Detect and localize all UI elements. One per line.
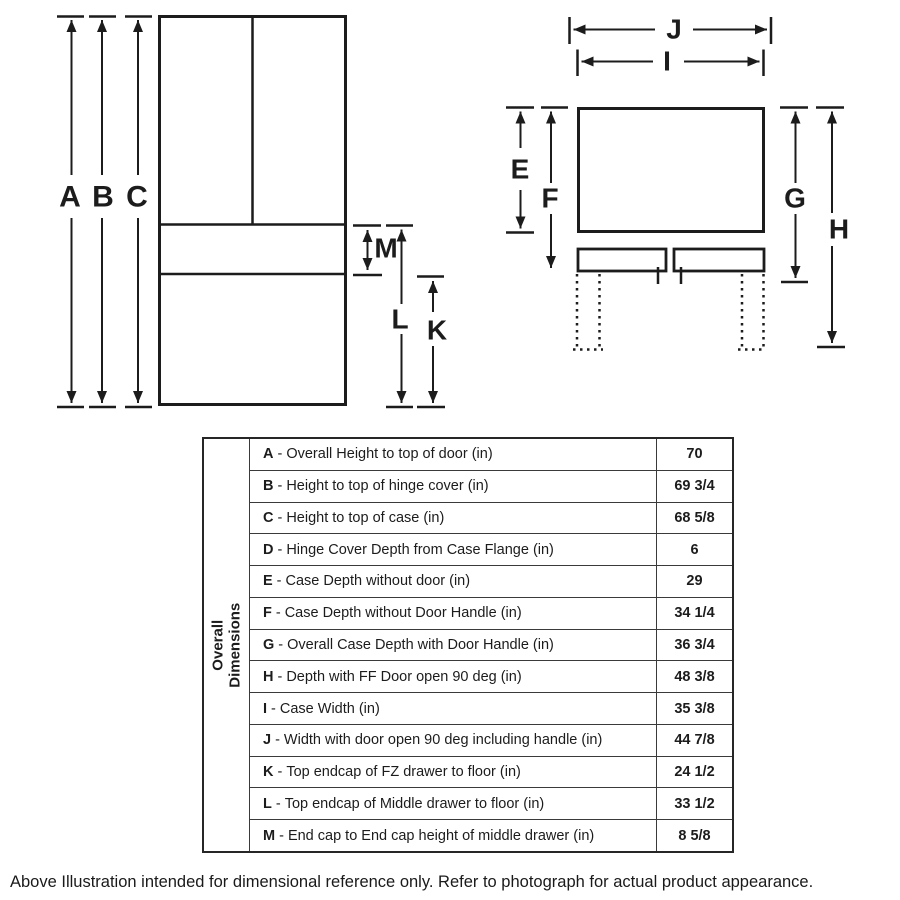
row-key: E [263, 573, 273, 590]
table-group-header-text [209, 602, 244, 687]
table-row [250, 597, 732, 629]
row-description: Top endcap of FZ drawer to floor (in) [286, 764, 521, 781]
row-separator: - [276, 573, 282, 590]
header-line-2: Dimensions [226, 602, 244, 688]
row-key: M [263, 827, 276, 844]
row-description: Case Depth without door (in) [285, 573, 471, 590]
row-separator: - [275, 732, 280, 749]
table-row [250, 502, 732, 534]
table-row [250, 819, 732, 851]
dim-label-j: J [666, 13, 682, 45]
row-value: 6 [656, 534, 732, 565]
row-key: I [263, 700, 268, 717]
row-separator: - [277, 509, 283, 526]
row-description: Overall Height to top of door (in) [286, 446, 493, 463]
row-key: A [263, 446, 274, 463]
row-description: Case Depth without Door Handle (in) [284, 605, 522, 622]
dim-label-g: G [784, 182, 806, 214]
row-separator: - [277, 541, 283, 558]
table-row [250, 724, 732, 756]
row-value: 29 [656, 566, 732, 597]
row-description: Height to top of case (in) [286, 509, 445, 526]
row-separator: - [277, 668, 283, 685]
row-key: B [263, 478, 274, 495]
row-separator: - [277, 478, 283, 495]
dim-label-i: I [663, 45, 671, 77]
row-key: K [263, 764, 274, 781]
row-key: G [263, 636, 275, 653]
row-description: End cap to End cap height of middle drawer (in) [287, 827, 595, 844]
table-row [250, 533, 732, 565]
open-door-dotted-outline [573, 274, 766, 350]
table-row [250, 660, 732, 692]
disclaimer-note: Above Illustration intended for dimensional reference only. Refer to photograph for actual product appearance. [10, 873, 814, 891]
dim-label-c: C [126, 180, 148, 214]
row-description: Width with door open 90 deg including handle (in) [283, 732, 603, 749]
row-separator: - [275, 795, 281, 812]
dim-label-l: L [391, 303, 409, 335]
row-separator: - [279, 827, 284, 844]
row-value: 35 3/8 [656, 693, 732, 724]
row-value: 48 3/8 [656, 661, 732, 692]
row-value: 33 1/2 [656, 788, 732, 819]
row-description: Overall Case Depth with Door Handle (in) [287, 636, 554, 653]
row-key: H [263, 668, 274, 685]
dim-label-h: H [828, 213, 850, 245]
dim-label-e: E [510, 153, 530, 185]
row-value: 68 5/8 [656, 503, 732, 534]
dim-label-b: B [92, 180, 114, 214]
row-separator: - [277, 446, 283, 463]
table-group-header [204, 439, 250, 851]
row-key: C [263, 509, 274, 526]
row-value: 70 [656, 439, 732, 470]
row-value: 44 7/8 [656, 725, 732, 756]
row-key: L [263, 795, 272, 812]
row-separator: - [277, 764, 283, 781]
table-row [250, 787, 732, 819]
side-view [506, 14, 849, 350]
row-value: 69 3/4 [656, 471, 732, 502]
row-description: Hinge Cover Depth from Case Flange (in) [286, 541, 554, 558]
row-value: 8 5/8 [656, 820, 732, 851]
row-description: Case Width (in) [279, 700, 380, 717]
dim-label-f: F [541, 182, 559, 214]
dimension-diagram [0, 0, 900, 435]
table-rows [250, 439, 732, 851]
door-panel-left [578, 249, 666, 271]
dimension-diagram-svg [0, 0, 900, 435]
row-value: 36 3/4 [656, 630, 732, 661]
header-line-1: Overall [209, 619, 227, 671]
dim-label-m: M [374, 232, 398, 264]
table-row [250, 629, 732, 661]
dim-label-a: A [59, 180, 81, 214]
row-key: F [263, 605, 272, 622]
row-description: Height to top of hinge cover (in) [286, 478, 489, 495]
fridge-case-outline [579, 109, 764, 232]
dimensions-table [202, 437, 734, 853]
row-description: Depth with FF Door open 90 deg (in) [286, 668, 522, 685]
front-view [57, 16, 447, 407]
row-key: J [263, 732, 272, 749]
table-row [250, 692, 732, 724]
row-separator: - [271, 700, 276, 717]
row-description: Top endcap of Middle drawer to floor (in) [284, 795, 545, 812]
row-key: D [263, 541, 274, 558]
dim-label-k: K [426, 314, 448, 346]
table-row [250, 756, 732, 788]
table-row [250, 439, 732, 470]
door-panel-right [674, 249, 764, 271]
row-value: 34 1/4 [656, 598, 732, 629]
row-value: 24 1/2 [656, 757, 732, 788]
table-row [250, 565, 732, 597]
row-separator: - [278, 636, 284, 653]
table-row [250, 470, 732, 502]
row-separator: - [275, 605, 281, 622]
